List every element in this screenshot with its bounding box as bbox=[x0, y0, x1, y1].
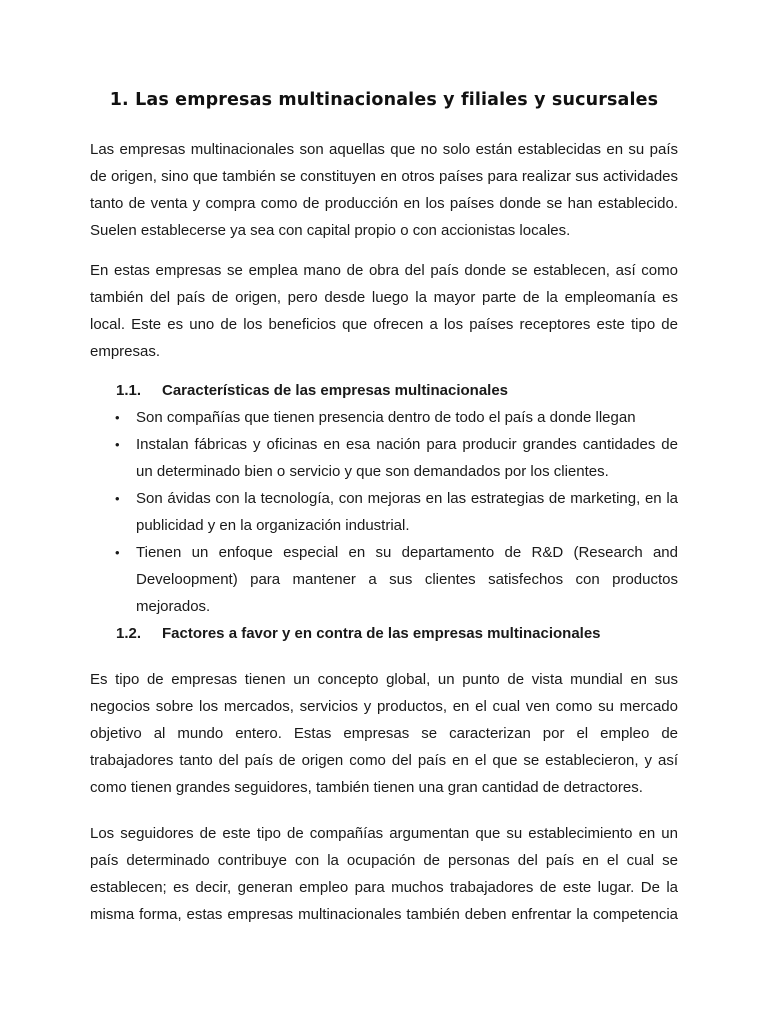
section-1-2-paragraph-2: Los seguidores de este tipo de compañías argumentan que su establecimiento en un país determinado contribuye con la ocupación de personas del país en el cual se establecen; es decir, generan empleo para muchos trabajadores de este lugar. De la misma forma, estas empresas multinacionales también deben enfrentar la competencia bbox=[90, 825, 678, 923]
section-1-1-number: 1.1. bbox=[116, 382, 142, 399]
list-item bbox=[90, 539, 678, 620]
list-item-text: Instalan fábricas y oficinas en esa nación para producir grandes cantidades de un determinado bien o servicio y que son demandados por los clientes. bbox=[136, 436, 678, 480]
section-1-1-title: Características de las empresas multinacionales bbox=[162, 382, 509, 399]
characteristics-list bbox=[90, 404, 678, 620]
list-item-text: Son compañías que tienen presencia dentro de todo el país a donde llegan bbox=[136, 409, 636, 426]
list-item bbox=[90, 431, 678, 485]
list-item bbox=[90, 485, 678, 539]
section-1-2-number: 1.2. bbox=[116, 625, 142, 642]
bullet-icon: • bbox=[115, 437, 120, 452]
bullet-icon: • bbox=[115, 545, 120, 560]
list-item bbox=[90, 404, 678, 431]
section-1-2-paragraph-1: Es tipo de empresas tienen un concepto global, un punto de vista mundial en sus negocios sobre los mercados, servicios y productos, en el cual ven como su mercado objetivo al mundo entero. Estas empresas se caracterizan por el empleo de trabajadores tanto del país de origen como del país en el que se establecieron, y así como tienen grandes seguidores, también tienen una gran cantidad de detractores. bbox=[90, 671, 678, 796]
document-body bbox=[90, 136, 678, 928]
page-title: 1. Las empresas multinacionales y filiales y sucursales bbox=[109, 90, 659, 110]
list-item-text: Son ávidas con la tecnología, con mejoras en las estrategias de marketing, en la publicidad y en la organización industrial. bbox=[136, 490, 678, 534]
bullet-icon: • bbox=[115, 410, 120, 425]
intro-paragraph-1: Las empresas multinacionales son aquellas que no solo están establecidas en su país de origen, sino que también se constituyen en otros países para realizar sus actividades tanto de venta y compra como de producción en los países donde se han establecido. Suelen establecerse ya sea con capital propio o con accionistas locales. bbox=[90, 141, 678, 239]
section-1-1-heading bbox=[90, 377, 678, 404]
section-1-2-heading bbox=[90, 620, 678, 647]
list-item-text: Tienen un enfoque especial en su departamento de R&D (Research and Develoopment) para mantener a sus clientes satisfechos con productos mejorados. bbox=[136, 544, 678, 615]
bullet-icon: • bbox=[115, 491, 120, 506]
intro-paragraph-2: En estas empresas se emplea mano de obra del país donde se establecen, así como también del país de origen, pero desde luego la mayor parte de la empleomanía es local. Este es uno de los beneficios que ofrecen a los países receptores este tipo de empresas. bbox=[90, 262, 678, 360]
section-1-2-title: Factores a favor y en contra de las empresas multinacionales bbox=[162, 625, 601, 642]
